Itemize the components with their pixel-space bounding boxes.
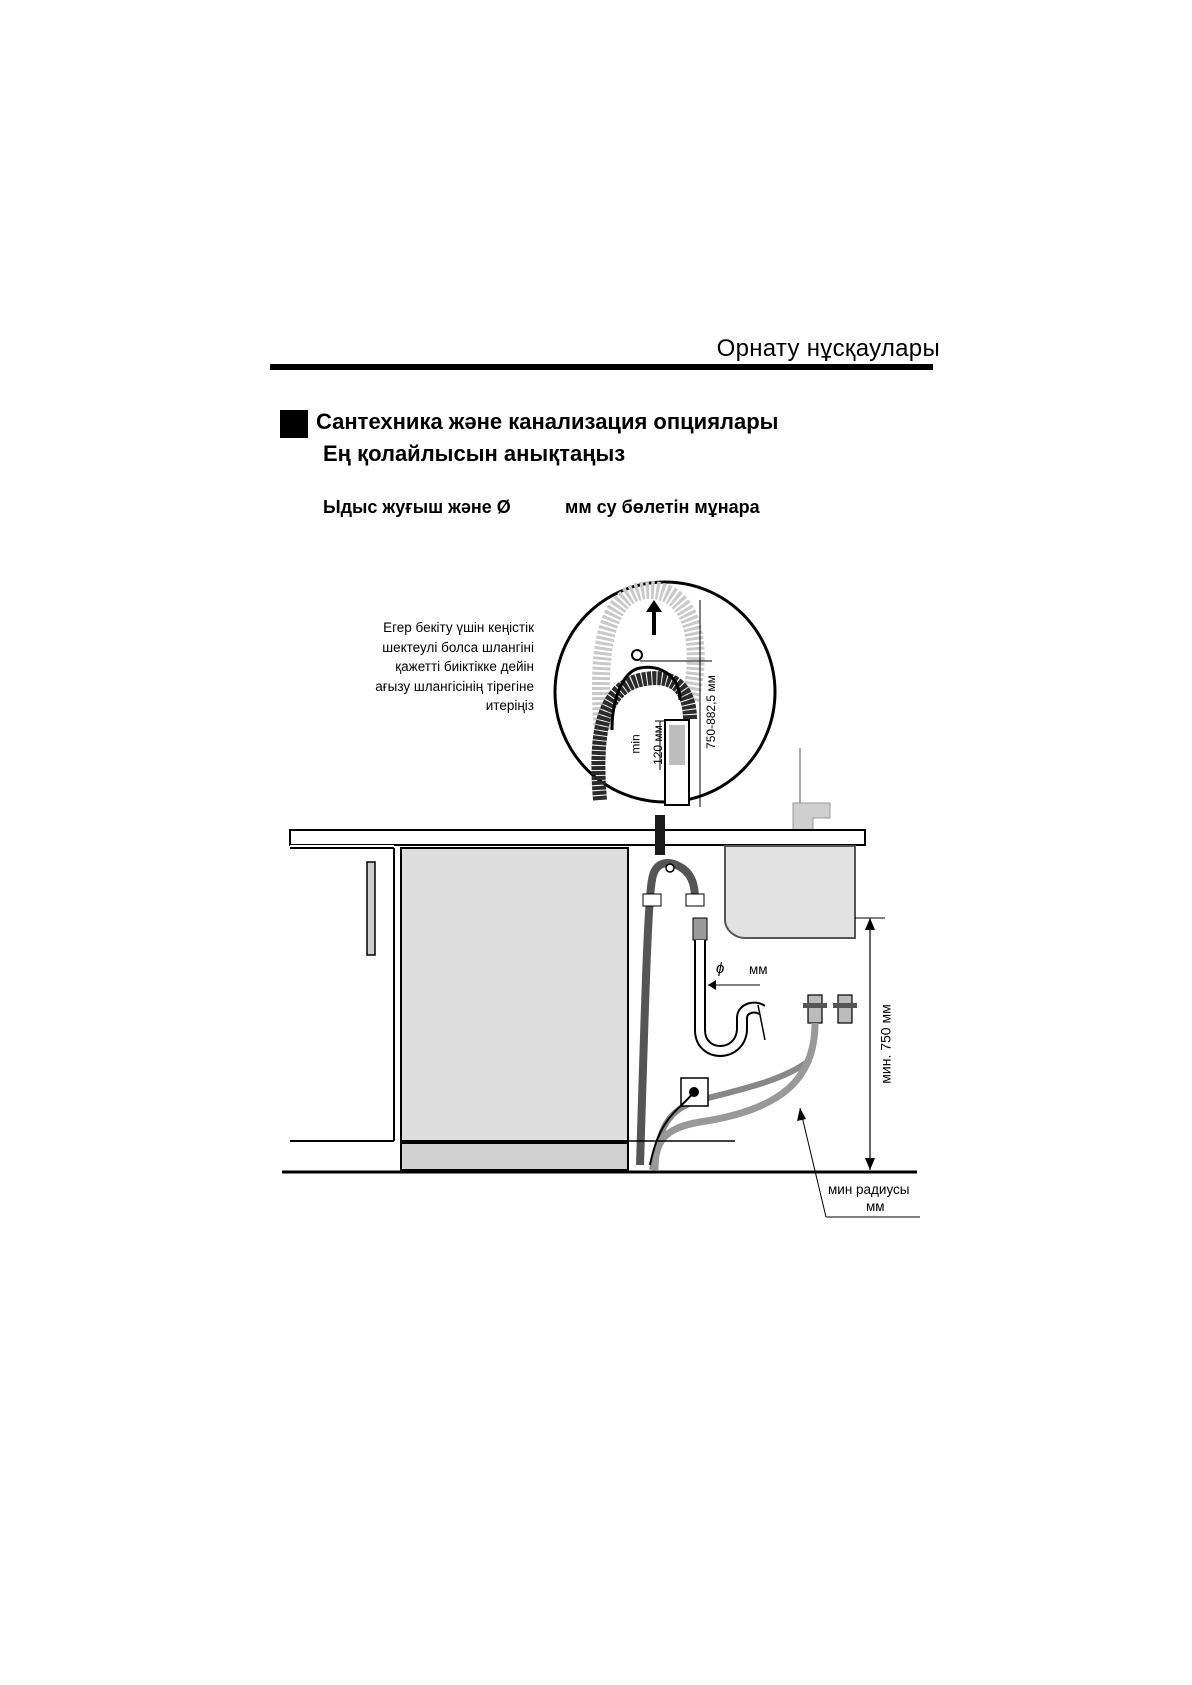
subheading-part-1: Ыдыс жуғыш және Ø bbox=[323, 497, 511, 517]
height-dimension bbox=[865, 918, 875, 1170]
left-cabinet bbox=[290, 845, 394, 1141]
radius-label: мин радиусы bbox=[828, 1182, 910, 1197]
range-label: 750-882,5 мм bbox=[703, 675, 718, 749]
radius-unit: мм bbox=[866, 1199, 885, 1214]
countertop bbox=[290, 830, 865, 845]
dishwasher bbox=[401, 848, 628, 1170]
section-subtitle: Ең қолайлысын анықтаңыз bbox=[323, 441, 626, 466]
water-valves bbox=[803, 995, 857, 1023]
subheading-part-2: мм су бөлетін мұнара bbox=[565, 497, 760, 517]
note-line: шектеулі болса шлангіні bbox=[382, 639, 534, 655]
phi-symbol: ϕ bbox=[716, 960, 725, 977]
height-label: мин. 750 мм bbox=[877, 1004, 894, 1084]
note-line: итеріңіз bbox=[485, 698, 534, 713]
phi-unit: мм bbox=[749, 962, 768, 977]
sink-basin bbox=[725, 846, 885, 938]
note-line: ағызу шлангісінің тірегіне bbox=[375, 678, 534, 694]
note-line: қажетті биіктікке дейін bbox=[395, 659, 534, 674]
page-header-title: Орнату нұсқаулары bbox=[716, 335, 940, 362]
faucet bbox=[793, 748, 830, 832]
radius-leader bbox=[797, 1108, 920, 1217]
section-title: Сантехника және канализация опциялары bbox=[316, 409, 779, 434]
note-line: Егер бекіту үшін кеңістік bbox=[383, 620, 534, 635]
min-value-label: 120 мм bbox=[650, 725, 665, 765]
detail-callout bbox=[555, 582, 775, 807]
min-label: min bbox=[628, 734, 643, 754]
